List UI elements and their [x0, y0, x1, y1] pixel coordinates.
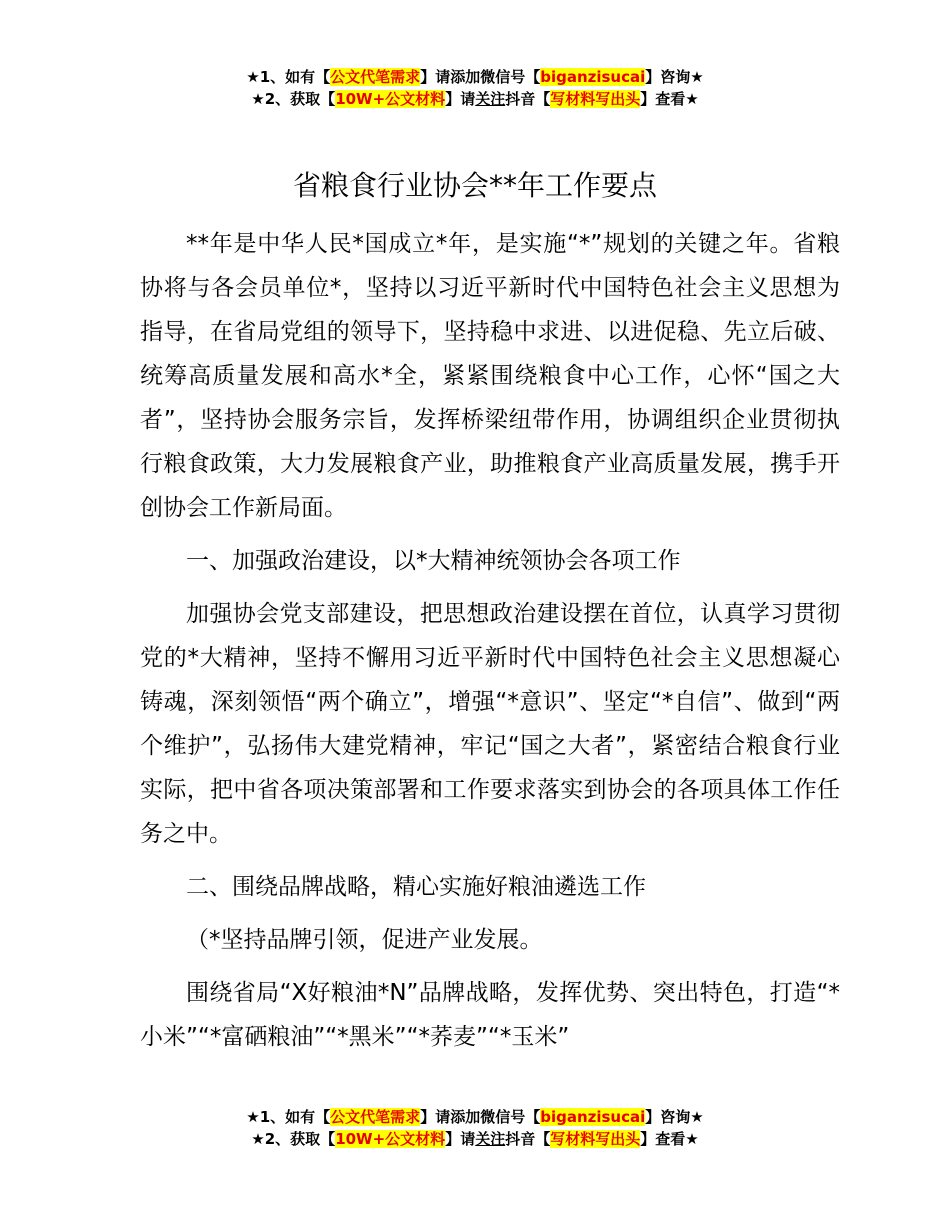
header-promo-line-1: ★1、如有【公文代笔需求】请添加微信号【biganzisucai】咨询★	[246, 68, 704, 86]
footer-promo-line-1: ★1、如有【公文代笔需求】请添加微信号【biganzisucai】咨询★	[246, 1108, 704, 1126]
promo-highlight: 10W+公文材料	[335, 90, 446, 108]
header-promo-line-2: ★2、获取【10W+公文材料】请关注抖音【写材料写出头】查看★	[251, 90, 699, 108]
promo-highlight: 公文代笔需求	[330, 1108, 421, 1126]
document-title: 省粮食行业协会**年工作要点	[292, 169, 657, 202]
document-body	[140, 222, 840, 1068]
subheading-2-1: （*坚持品牌引领，促进产业发展。	[186, 927, 543, 953]
promo-highlight: 公文代笔需求	[330, 68, 421, 86]
section-heading-2: 二、围绕品牌战略，精心实施好粮油遴选工作	[186, 874, 646, 900]
paragraph-section-1: 加强协会党支部建设，把思想政治建设摆在首位，认真学习贯彻党的*大精神，坚持不懈用习近平新时代中国特色社会主义思想凝心铸魂，深刻领悟“两个确立”，增强“*意识”、坚定“*自信”、做到“两个维护”，弘扬伟大建党精神，牢记“国之大者”，紧密结合粮食行业实际，把中省各项决策部署和工作要求落实到协会的各项具体工作任务之中。	[140, 601, 840, 847]
section-heading-1: 一、加强政治建设，以*大精神统领协会各项工作	[186, 548, 681, 574]
promo-highlight: 写材料写出头	[550, 90, 641, 108]
paragraph-intro: **年是中华人民*国成立*年，是实施“*”规划的关键之年。省粮协将与各会员单位*，坚持以习近平新时代中国特色社会主义思想为指导，在省局党组的领导下，坚持稳中求进、以进促稳、先立后破、统筹高质量发展和高水*全，紧紧围绕粮食中心工作，心怀“国之大者”，坚持协会服务宗旨，发挥桥梁纽带作用，协调组织企业贯彻执行粮食政策，大力发展粮食产业，助推粮食产业高质量发展，携手开创协会工作新局面。	[140, 231, 840, 521]
promo-wechat-id: biganzisucai	[540, 1108, 646, 1126]
promo-wechat-id: biganzisucai	[540, 68, 646, 86]
promo-highlight: 写材料写出头	[550, 1130, 641, 1148]
paragraph-section-2: 围绕省局“X好粮油*N”品牌战略，发挥优势、突出特色，打造“*小米”“*富硒粮油”“*黑米”“*荞麦”“*玉米”	[140, 980, 840, 1050]
footer-promo-banner	[0, 1106, 950, 1150]
footer-promo-line-2: ★2、获取【10W+公文材料】请关注抖音【写材料写出头】查看★	[251, 1130, 699, 1148]
header-promo-banner	[0, 66, 950, 110]
promo-highlight: 10W+公文材料	[335, 1130, 446, 1148]
